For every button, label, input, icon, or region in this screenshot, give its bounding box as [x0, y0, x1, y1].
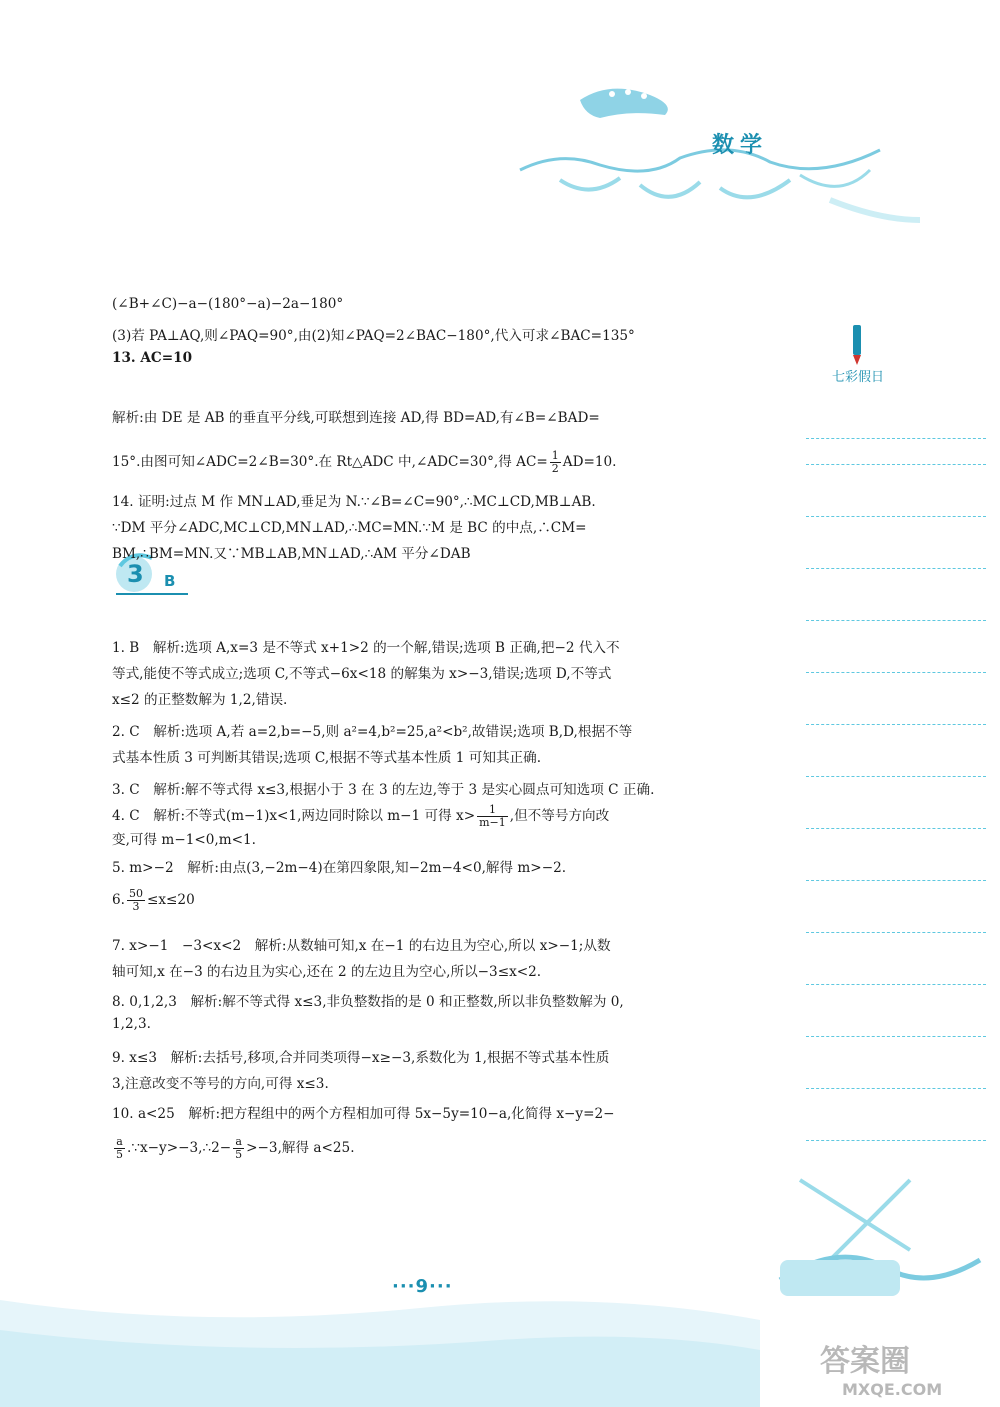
fraction-denominator: 2	[551, 462, 559, 475]
fraction-numerator: 1	[477, 804, 508, 817]
question-8: 8. 0,1,2,3 解析:解不等式得 x≤3,非负整数指的是 0 和正整数,所以非负整数解为 0,	[112, 994, 624, 1010]
text-line: BM,∴BM=MN.又∵MB⊥AB,MN⊥AD,∴AM 平分∠DAB	[112, 546, 471, 562]
question-10: 10. a<25 解析:把方程组中的两个方程相加可得 5x−5y=10−a,化简得 x−y=2−	[112, 1106, 615, 1122]
note-line	[806, 828, 986, 829]
text-line: 3,注意改变不等号的方向,可得 x≤3.	[112, 1076, 329, 1092]
text-segment: ,但不等号方向改	[509, 808, 610, 824]
page-number: ···9···	[392, 1276, 453, 1297]
fraction	[233, 1136, 244, 1161]
note-line	[806, 464, 986, 465]
note-line	[806, 984, 986, 985]
text-line-with-fraction	[112, 450, 617, 475]
note-line	[806, 724, 986, 725]
watermark-url: MXQE.COM	[842, 1380, 943, 1399]
note-line	[806, 1140, 986, 1141]
note-line	[806, 568, 986, 569]
note-line	[806, 880, 986, 881]
question-1: 1. B 解析:选项 A,x=3 是不等式 x+1>2 的一个解,错误;选项 B 正确,把−2 代入不	[112, 640, 620, 656]
question-4-line	[112, 804, 609, 829]
text-line: 等式,能使不等式成立;选项 C,不等式−6x<18 的解集为 x>−3,错误;选项 D,不等式	[112, 666, 612, 682]
text-line: 1,2,3.	[112, 1016, 151, 1032]
fraction	[477, 804, 508, 829]
note-line	[806, 438, 986, 439]
section-number: 3	[127, 560, 144, 588]
text-segment: AD=10.	[562, 454, 617, 470]
question-6	[112, 888, 195, 913]
question-13: 13. AC=10	[112, 350, 193, 366]
note-line	[806, 776, 986, 777]
fraction-numerator: 50	[128, 887, 143, 900]
question-5: 5. m>−2 解析:由点(3,−2m−4)在第四象限,知−2m−4<0,解得 m>−2.	[112, 860, 567, 876]
question-2: 2. C 解析:选项 A,若 a=2,b=−5,则 a²=4,b²=25,a²<b²,故错误;选项 B,D,根据不等	[112, 724, 633, 740]
note-line	[806, 620, 986, 621]
header-decoration	[500, 70, 920, 240]
text-line: (3)若 PA⊥AQ,则∠PAQ=90°,由(2)知∠PAQ=2∠BAC−180°,代入可求∠BAC=135°	[112, 328, 635, 344]
fraction-denominator: 5	[116, 1148, 123, 1161]
text-line: (∠B+∠C)−a−(180°−a)−2a−180°	[112, 296, 344, 312]
note-line	[806, 672, 986, 673]
fraction	[127, 888, 145, 913]
fraction	[114, 1136, 125, 1161]
section-letter: B	[164, 572, 176, 590]
fraction-denominator: 3	[132, 900, 140, 913]
question-9: 9. x≤3 解析:去括号,移项,合并同类项得−x≥−3,系数化为 1,根据不等式基本性质	[112, 1050, 610, 1066]
text-segment: .∵x−y>−3,∴2−	[127, 1140, 232, 1156]
text-line: 式基本性质 3 可判断其错误;选项 C,根据不等式基本性质 1 可知其正确.	[112, 750, 542, 766]
note-line	[806, 1088, 986, 1089]
fraction-numerator: a	[233, 1136, 244, 1149]
note-line	[806, 516, 986, 517]
note-line	[806, 1036, 986, 1037]
subject-title: 数学	[712, 133, 769, 158]
sidebar-label: 七彩假日	[832, 370, 885, 385]
question-14: 14. 证明:过点 M 作 MN⊥AD,垂足为 N.∵∠B=∠C=90°,∴MC⊥CD,MB⊥AB.	[112, 494, 596, 510]
watermark-brand: 答案圈	[820, 1344, 910, 1379]
fraction	[550, 450, 561, 475]
fraction-denominator: 5	[235, 1148, 243, 1161]
question-7: 7. x>−1 −3<x<2 解析:从数轴可知,x 在−1 的右边且为空心,所以 x>−1;从数	[112, 938, 611, 954]
text-line: x≤2 的正整数解为 1,2,错误.	[112, 692, 288, 708]
question-3: 3. C 解析:解不等式得 x≤3,根据小于 3 在 3 的左边,等于 3 是实心圆点可知选项 C 正确.	[112, 782, 655, 798]
text-segment: ≤x≤20	[146, 892, 195, 908]
text-line: 解析:由 DE 是 AB 的垂直平分线,可联想到连接 AD,得 BD=AD,有∠B=∠BAD=	[112, 410, 600, 426]
text-line-with-fractions	[112, 1136, 355, 1161]
question-number: 6.	[112, 892, 125, 908]
text-line: ∵DM 平分∠ADC,MC⊥CD,MN⊥AD,∴MC=MN.∵M 是 BC 的中点,∴CM=	[112, 520, 587, 536]
text-segment: 15°.由图可知∠ADC=2∠B=30°.在 Rt△ADC 中,∠ADC=30°,得 AC=	[112, 454, 548, 470]
text-segment: >−3,解得 a<25.	[246, 1140, 355, 1156]
pen-icon	[848, 323, 866, 367]
note-line	[806, 932, 986, 933]
fraction-denominator: m−1	[479, 816, 506, 829]
text-segment: 4. C 解析:不等式(m−1)x<1,两边同时除以 m−1 可得 x>	[112, 808, 476, 824]
fraction-numerator: 1	[551, 449, 559, 462]
text-line: 变,可得 m−1<0,m<1.	[112, 832, 256, 848]
fraction-numerator: a	[114, 1136, 125, 1149]
text-line: 轴可知,x 在−3 的右边且为实心,还在 2 的左边且为空心,所以−3≤x<2.	[112, 964, 542, 980]
